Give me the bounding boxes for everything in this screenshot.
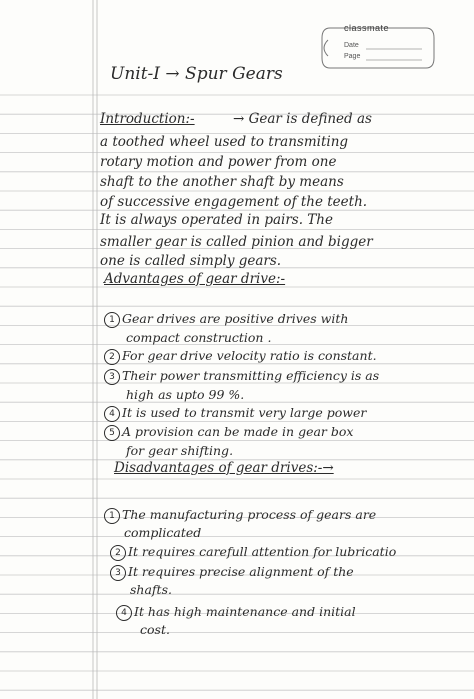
advantage-item: A provision can be made in gear box — [122, 424, 354, 439]
item-number: 1 — [104, 312, 120, 328]
disadvantage-item-cont: shafts. — [130, 582, 172, 597]
item-number: 1 — [104, 508, 120, 524]
date-label: Date — [344, 42, 359, 49]
unit-title: Unit-I → Spur Gears — [110, 64, 283, 84]
disadvantage-item: It requires precise alignment of the — [128, 564, 354, 579]
disadvantage-item: The manufacturing process of gears are — [122, 507, 377, 522]
intro-heading: Introduction:- — [100, 111, 195, 127]
intro-line: of successive engagement of the teeth. — [100, 194, 368, 210]
intro-line: rotary motion and power from one — [100, 154, 337, 170]
brand-name: classmate — [344, 23, 390, 33]
intro-line: It is always operated in pairs. The — [100, 212, 333, 228]
item-number: 4 — [104, 406, 120, 422]
item-number: 2 — [110, 545, 126, 561]
disadvantage-item: It has high maintenance and initial — [134, 604, 356, 619]
advantages-heading: Advantages of gear drive:- — [104, 271, 286, 287]
intro-line: a toothed wheel used to transmiting — [100, 134, 349, 150]
disadvantage-item: It requires carefull attention for lubricatio — [128, 544, 397, 559]
item-number: 4 — [116, 605, 132, 621]
intro-line: one is called simply gears. — [100, 253, 282, 269]
page-label: Page — [344, 53, 361, 60]
advantage-item: Gear drives are positive drives with — [122, 311, 349, 326]
intro-first-line: → Gear is defined as — [233, 111, 372, 127]
disadvantage-item-cont: complicated — [124, 525, 202, 540]
classmate-stamp — [318, 22, 438, 72]
advantage-item: Their power transmitting efficiency is as — [122, 368, 380, 383]
advantage-item-cont: high as upto 99 %. — [126, 387, 245, 402]
item-number: 2 — [104, 349, 120, 365]
item-number: 5 — [104, 425, 120, 441]
item-number: 3 — [110, 565, 126, 581]
advantage-item: It is used to transmit very large power — [122, 405, 367, 420]
advantage-item-cont: compact construction . — [126, 330, 272, 345]
advantage-item-cont: for gear shifting. — [126, 443, 234, 458]
disadvantage-item-cont: cost. — [140, 622, 170, 637]
advantage-item: For gear drive velocity ratio is constant. — [122, 348, 377, 363]
disadvantages-heading: Disadvantages of gear drives:-→ — [114, 460, 334, 476]
intro-line: smaller gear is called pinion and bigger — [100, 234, 373, 250]
item-number: 3 — [104, 369, 120, 385]
intro-line: shaft to the another shaft by means — [100, 174, 344, 190]
